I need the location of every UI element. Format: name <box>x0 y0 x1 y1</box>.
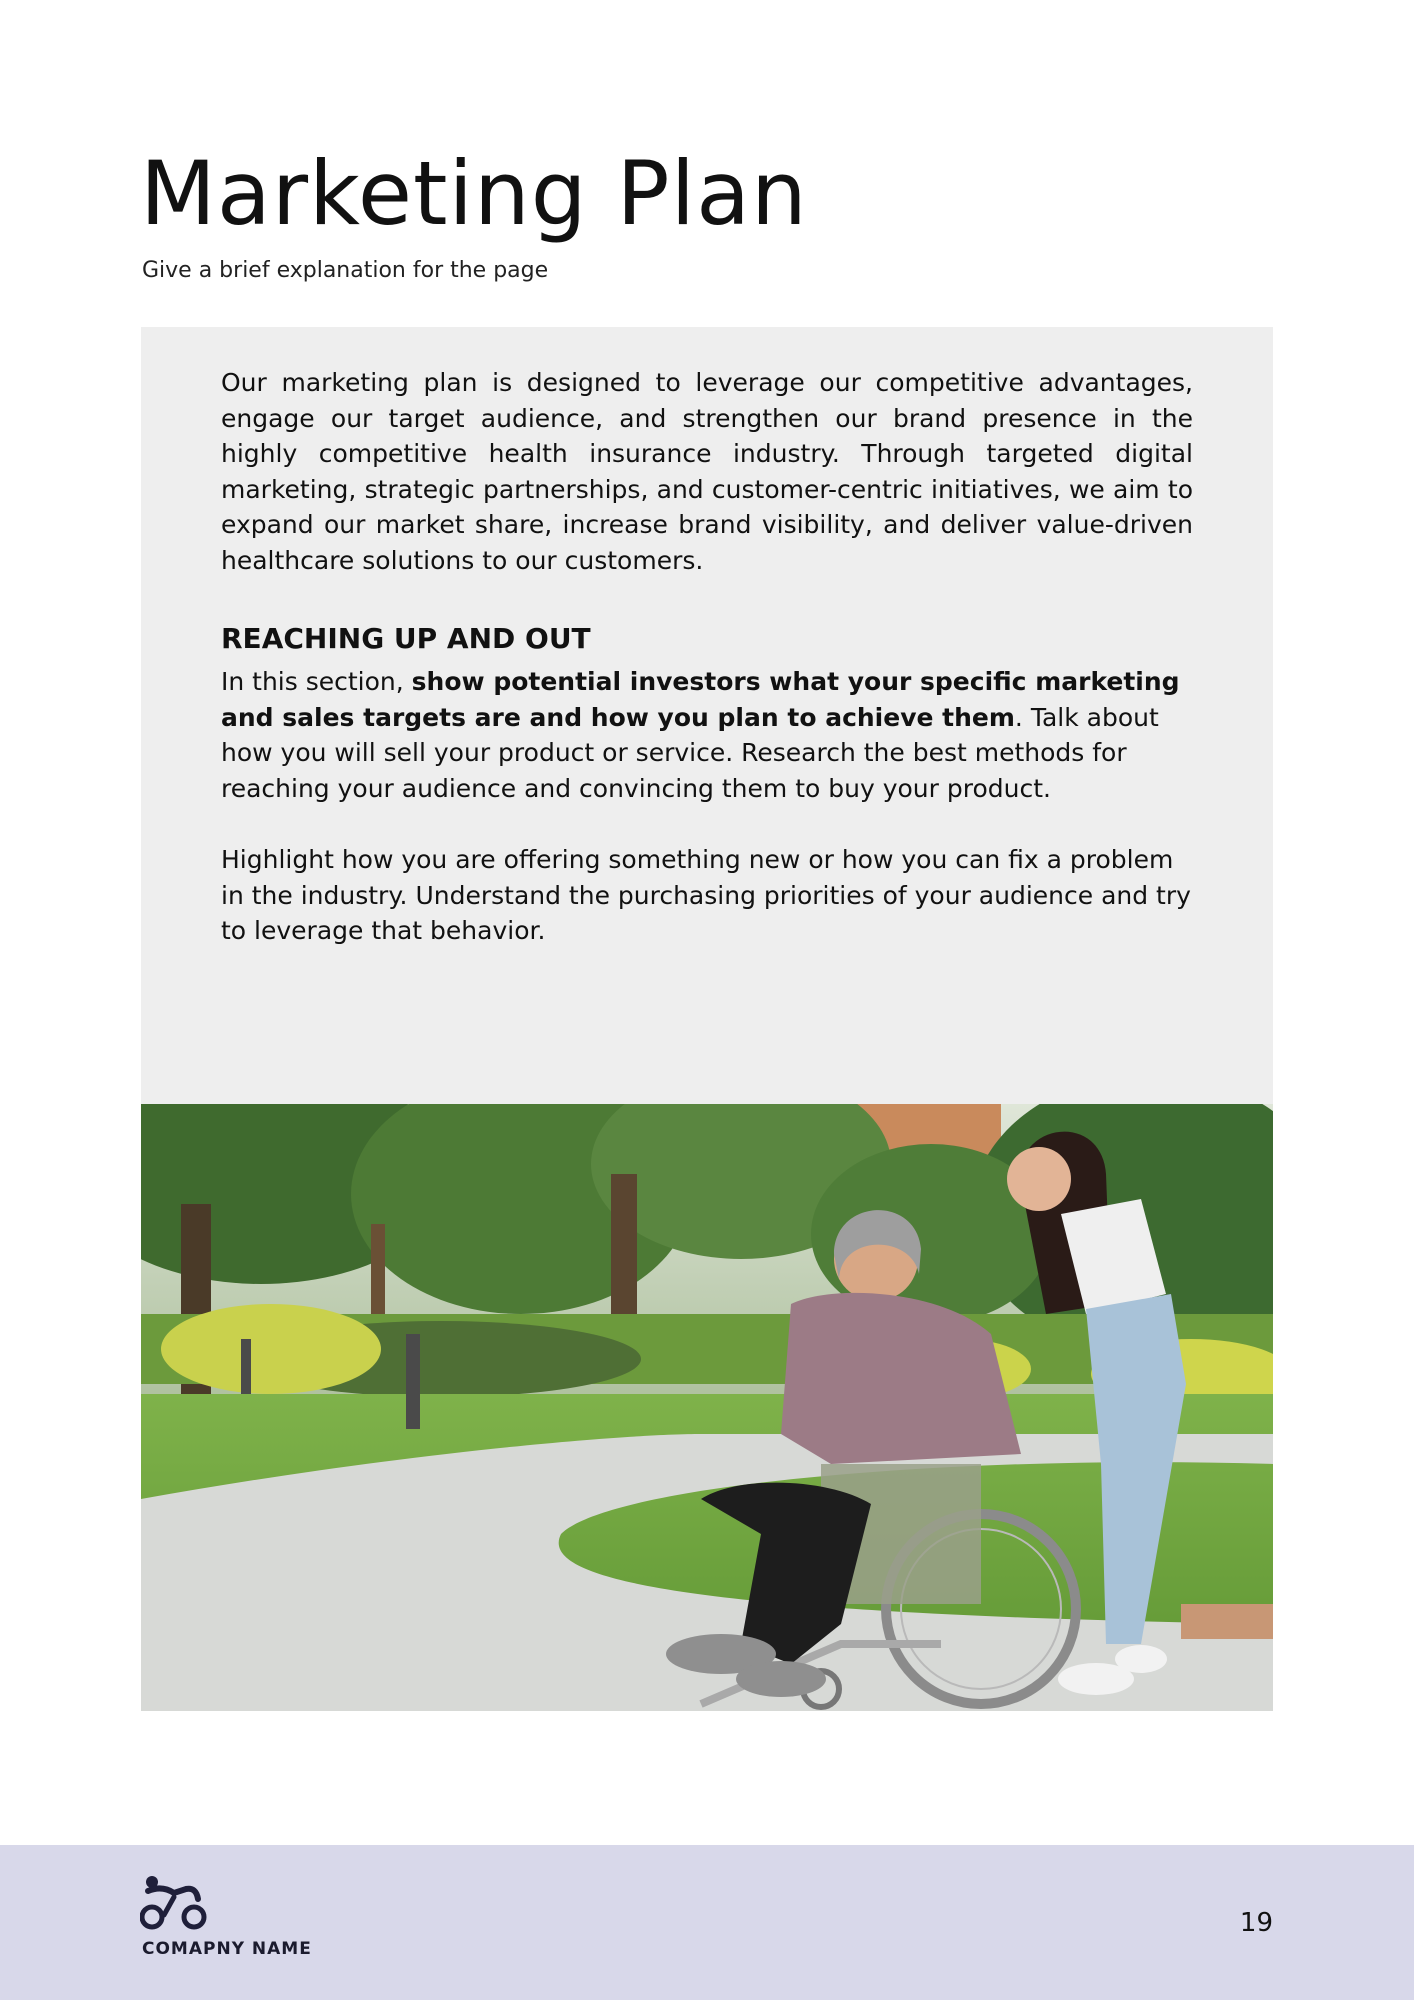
page-subtitle: Give a brief explanation for the page <box>142 258 549 283</box>
section-heading: REACHING UP AND OUT <box>221 622 591 655</box>
intro-paragraph: Our marketing plan is designed to leverage our competitive advantages, engage our target audience, and strengthen our brand presence in the highly competitive health insurance industry. Through targeted digital marketing, strategic partnerships, and customer-centric initiatives, we aim to expand our market share, increase brand visibility, and deliver value-driven healthcare solutions to our customers. <box>221 368 1193 575</box>
paragraph-1-suffix: . Talk about how you will sell your product or service. Research the best methods for reaching your audience and convincing them to buy your product. <box>221 702 1159 803</box>
page-title: Marketing Plan <box>140 142 808 245</box>
caregiver-photo <box>141 1104 1273 1711</box>
paragraph-1-bold: show potential investors what your specific marketing and sales targets are and how you plan to achieve them <box>221 667 1180 732</box>
page-number: 19 <box>1239 1908 1273 1938</box>
section-paragraph-2: Highlight how you are offering something new or how you can fix a problem in the industry. Understand the purchasing priorities of your audience and try to leverage that behavior. <box>221 845 1191 945</box>
footer <box>0 1845 1414 2000</box>
content-panel <box>141 327 1273 1104</box>
content-text <box>221 365 1193 949</box>
paragraph-1-prefix: In this section, <box>221 667 412 696</box>
person-on-bicycle-icon <box>140 1875 210 1931</box>
company-name: COMAPNY NAME <box>142 1939 312 1959</box>
section-paragraph-1 <box>221 664 1193 806</box>
